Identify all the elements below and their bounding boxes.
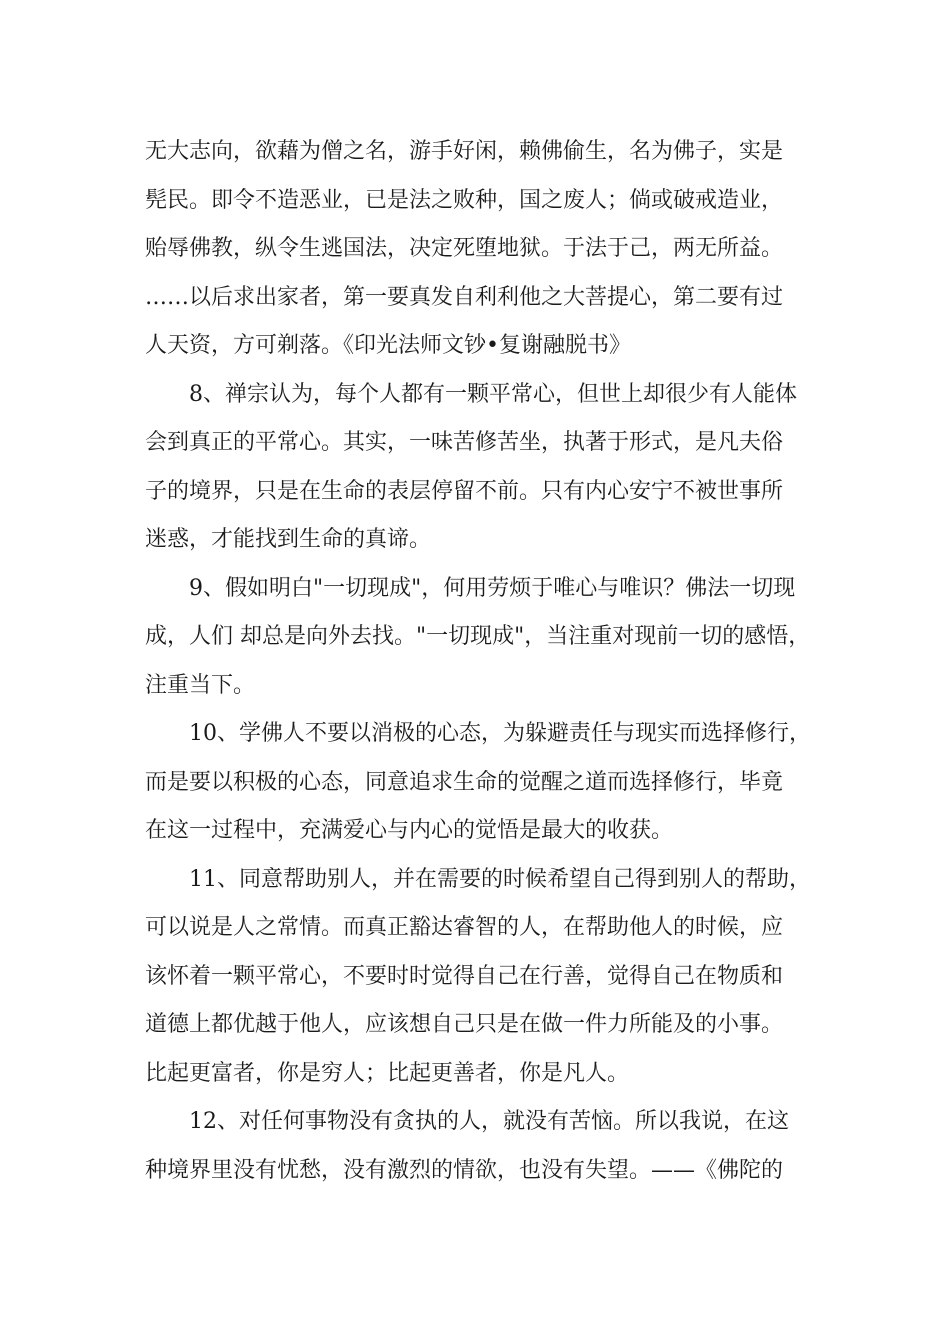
text-line: ……以后求出家者，第一要真发自利利他之大菩提心，第二要有过 xyxy=(145,284,784,310)
text-line: 11、同意帮助别人，并在需要的时候希望自己得到别人的帮助， xyxy=(189,866,811,892)
text-line: 迷惑，才能找到生命的真谛。 xyxy=(145,527,432,552)
text-line: 会到真正的平常心。其实，一味苦修苦坐，执著于形式，是凡夫俗 xyxy=(145,430,784,455)
text-line: 种境界里没有忧愁，没有激烈的情欲，也没有失望。——《佛陀的 xyxy=(145,1157,784,1183)
text-line: 8、禅宗认为，每个人都有一颗平常心，但世上却很少有人能体 xyxy=(189,381,797,407)
text-line: 无大志向，欲藉为僧之名，游手好闲，赖佛偷生，名为佛子，实是 xyxy=(145,139,784,164)
text-line: 10、学佛人不要以消极的心态，为躲避责任与现实而选择修行， xyxy=(189,721,811,746)
text-line: 比起更富者，你是穷人；比起更善者，你是凡人。 xyxy=(145,1060,630,1086)
body-text xyxy=(145,128,810,1195)
text-line: 贻辱佛教，纵令生逃国法，决定死堕地狱。于法于己，两无所益。 xyxy=(145,236,784,261)
paragraph-8 xyxy=(145,371,810,565)
text-line: 成，人们 却总是向外去找。"一切现成"，当注重对现前一切的感悟， xyxy=(145,624,811,649)
text-line: 人天资，方可剃落。《印光法师文钞•复谢融脱书》 xyxy=(145,333,631,358)
paragraph-1 xyxy=(145,128,810,371)
paragraph-10 xyxy=(145,710,810,856)
text-line: 道德上都优越于他人，应该想自己只是在做一件力所能及的小事。 xyxy=(145,1012,784,1037)
text-line: 而是要以积极的心态，同意追求生命的觉醒之道而选择修行，毕竟 xyxy=(145,769,784,795)
text-line: 子的境界，只是在生命的表层停留不前。只有内心安宁不被世事所 xyxy=(145,478,784,504)
paragraph-12 xyxy=(145,1098,810,1195)
text-line: 髡民。即令不造恶业，已是法之败种，国之废人；倘或破戒造业， xyxy=(145,187,784,213)
text-line: 可以说是人之常情。而真正豁达睿智的人，在帮助他人的时候，应 xyxy=(145,915,784,940)
text-line: 9、假如明白"一切现成"，何用劳烦于唯心与唯识？佛法一切现 xyxy=(189,575,796,601)
text-line: 在这一过程中，充满爱心与内心的觉悟是最大的收获。 xyxy=(145,818,674,843)
text-line: 注重当下。 xyxy=(145,672,256,698)
paragraph-9 xyxy=(145,565,810,711)
text-line: 该怀着一颗平常心，不要时时觉得自己在行善，觉得自己在物质和 xyxy=(145,963,784,989)
text-line: 12、对任何事物没有贪执的人，就没有苦恼。所以我说，在这 xyxy=(189,1109,789,1134)
paragraph-11 xyxy=(145,856,810,1099)
